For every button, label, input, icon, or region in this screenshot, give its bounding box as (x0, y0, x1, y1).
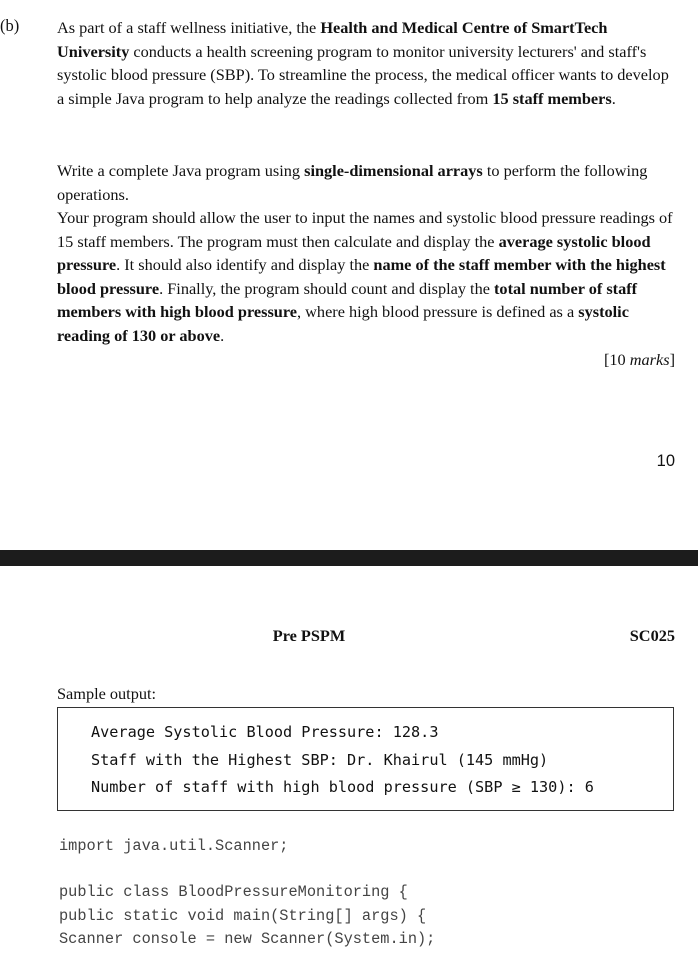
marks-allocation: [10 marks] (604, 350, 675, 369)
output-line-average: Average Systolic Blood Pressure: 128.3 (91, 723, 439, 741)
output-line-highest: Staff with the Highest SBP: Dr. Khairul (145 mmHg) (91, 750, 549, 769)
code-block (59, 881, 435, 952)
code-import-line: import java.util.Scanner; (59, 837, 289, 855)
intro-paragraph: As part of a staff wellness initiative, the Health and Medical Centre of SmartTech University conducts a health screening program to monitor university lecturers' and staff's systolic blood pressure (SBP). To streamline the process, the medical officer wants to develop a simple Java program to help analyze the readings collected from 15 staff members. (57, 18, 669, 108)
code-line: public class BloodPressureMonitoring { (59, 883, 408, 901)
code-line: public static void main(String[] args) { (59, 906, 427, 925)
page-header-title: Pre PSPM (272, 626, 346, 645)
page-header-code: SC025 (629, 626, 675, 645)
sample-output-label: Sample output: (57, 684, 157, 703)
code-line: Scanner console = new Scanner(System.in); (59, 930, 436, 948)
output-line-count: Number of staff with high blood pressure (SBP ≥ 130): 6 (91, 778, 594, 796)
question-label: (b) (0, 16, 20, 35)
sample-output-box (57, 707, 674, 811)
page-divider (0, 550, 698, 566)
page-number: 10 (656, 452, 675, 470)
task-paragraph: Write a complete Java program using single-dimensional arrays to perform the following operations. Your program should allow the user to input the names and systolic blood pressure readings of 15 staff members. The program must then calculate and display the average systolic blood pressure. It should also identify and display the name of the staff member with the highest blood pressure. Finally, the program should count and display the total number of staff members with high blood pressure, where high blood pressure is defined as a systolic reading of 130 or above. (57, 161, 673, 345)
